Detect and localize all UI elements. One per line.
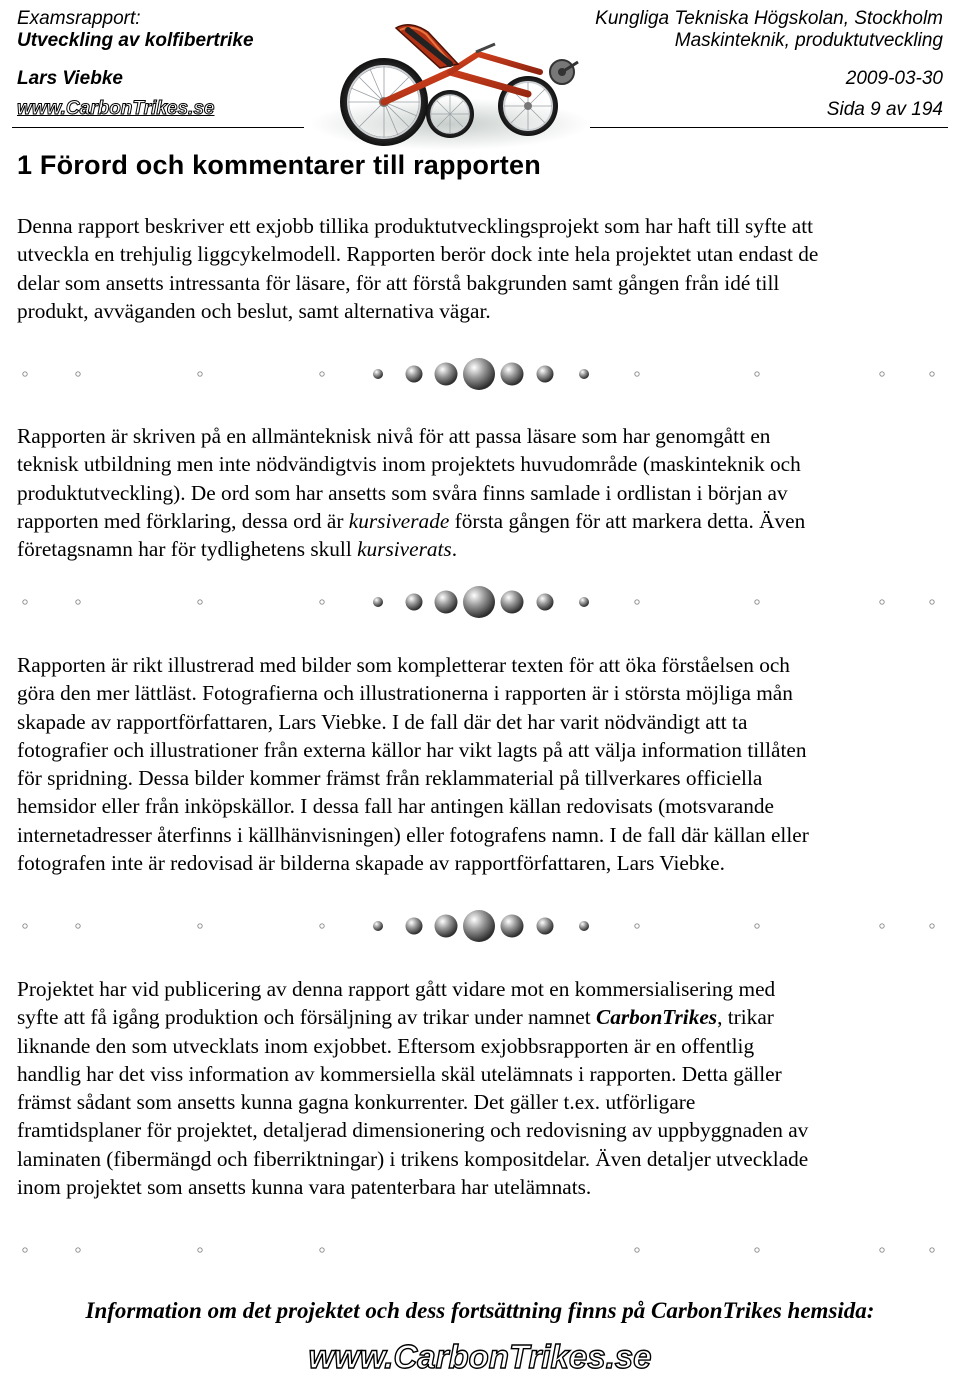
pearl	[463, 586, 495, 618]
small-dot	[320, 924, 324, 928]
italic-term: kursiverade	[348, 508, 450, 533]
italic-term: kursiverats	[357, 537, 452, 562]
text-line: laminaten (fibermängd och fiberriktningar) i trikens kompositdelar. Även detaljer utvecklade	[17, 1146, 809, 1171]
paragraph-commercialization	[17, 975, 947, 1201]
text-line: göra den mer lättläst. Fotografierna och illustrationerna i rapporten är i största möjliga mån	[17, 681, 793, 706]
report-title: Utveckling av kolfibertrike	[17, 30, 254, 51]
small-dot	[755, 1248, 759, 1252]
footer-website-link[interactable]: www.CarbonTrikes.se	[308, 1338, 652, 1375]
text-line: hemsidor eller från inköpskällor. I dessa fall har antingen källan redovisats (motsvarande	[17, 794, 774, 819]
dot-divider-icon	[0, 1230, 960, 1270]
institution-name: Kungliga Tekniska Högskolan, Stockholm	[595, 8, 943, 29]
pearl	[579, 597, 589, 607]
paragraph-illustrations	[17, 651, 947, 877]
small-dot	[23, 924, 27, 928]
page-number: Sida 9 av 194	[826, 99, 943, 120]
small-dot	[320, 600, 324, 604]
trike-photo	[300, 2, 590, 152]
text-line	[17, 507, 947, 535]
text-line: för spridning. Dessa bilder kommer främst från reklammaterial på tillverkares officiella	[17, 766, 763, 791]
text-line: Projektet har vid publicering av denna rapport gått vidare mot en kommersialisering med	[17, 977, 776, 1001]
text-line: handlig har det viss information av kommersiella skäl utelämnats i rapporten. Detta gäller	[17, 1061, 782, 1086]
text-segment: rapporten med förklaring, dessa ord är	[17, 508, 349, 533]
pearl-divider-icon	[0, 906, 960, 946]
text-segment: företagsnamn har för tydlighetens skull	[17, 537, 358, 562]
text-line: utveckla en trehjulig liggcykelmodell. Rapporten berör dock inte hela projektet utan endast de	[17, 242, 819, 267]
small-dot	[23, 600, 27, 604]
company-name: CarbonTrikes	[596, 1005, 718, 1030]
text-line: Denna rapport beskriver ett exjobb tillika produktutvecklingsprojekt som har haft till syfte att	[17, 214, 814, 238]
text-line: delar som ansetts intressanta för läsare, för att förstå bakgrunden samt gången från idé till	[17, 270, 780, 295]
text-line: internetadresser återfinns i källhänvisningen) eller fotografens namn. I de fall där källan eller	[17, 822, 809, 847]
text-line	[17, 535, 947, 563]
small-dot	[635, 1248, 639, 1252]
text-line: inom projektet som ansetts kunna vara patenterbara har utelämnats.	[17, 1175, 592, 1200]
report-date: 2009-03-30	[845, 68, 943, 89]
footer-note: Information om det projektet och dess fortsättning finns på CarbonTrikes hemsida:	[85, 1298, 875, 1323]
small-dot	[320, 372, 324, 376]
small-dot	[880, 924, 884, 928]
text-line: främst sådant som ansetts kunna gagna konkurrenter. Det gäller t.ex. utförligare	[17, 1090, 696, 1115]
pearl	[501, 363, 524, 386]
small-dot	[76, 1248, 80, 1252]
text-line: produkt, avväganden och beslut, samt alternativa vägar.	[17, 298, 491, 323]
text-line: teknisk utbildning men inte nödvändigtvis inom projektets huvudområde (maskinteknik och	[17, 452, 801, 477]
section-heading: 1 Förord och kommentarer till rapporten	[17, 150, 541, 180]
text-line: framtidsplaner för projektet, detaljerad dimensionering och redovisning av uppbyggnaden av	[17, 1118, 809, 1143]
pearl	[406, 366, 423, 383]
pearl	[501, 915, 524, 938]
small-dot	[23, 1248, 27, 1252]
author-name: Lars Viebke	[17, 68, 123, 89]
pearl	[537, 918, 554, 935]
small-dot	[930, 924, 934, 928]
small-dot	[930, 372, 934, 376]
small-dot	[320, 1248, 324, 1252]
small-dot	[23, 372, 27, 376]
pearl	[579, 369, 589, 379]
small-dot	[755, 924, 759, 928]
header-rule-right	[590, 127, 948, 128]
small-dot	[635, 372, 639, 376]
text-segment: , trikar	[717, 1005, 774, 1030]
text-line	[17, 1003, 947, 1031]
small-dot	[880, 600, 884, 604]
pearl	[406, 918, 423, 935]
small-dot	[755, 600, 759, 604]
small-dot	[930, 600, 934, 604]
pearl	[406, 594, 423, 611]
pearl	[579, 921, 589, 931]
pearl	[463, 910, 495, 942]
text-segment: första gången för att markera detta. Även	[449, 508, 806, 533]
text-line: Rapporten är skriven på en allmänteknisk nivå för att passa läsare som har genomgått en	[17, 424, 771, 448]
report-type-label: Examsrapport:	[17, 8, 141, 29]
text-line: fotografen inte är redovisad är bilderna skapade av rapportförfattaren, Lars Viebke.	[17, 851, 725, 876]
text-segment: .	[451, 537, 458, 562]
small-dot	[76, 600, 80, 604]
paragraph-intro	[17, 212, 947, 325]
small-dot	[930, 1248, 934, 1252]
small-dot	[755, 372, 759, 376]
text-segment: syfte att få igång produktion och försäljning av trikar under namnet	[17, 1005, 596, 1030]
text-line: skapade av rapportförfattaren, Lars Viebke. I de fall där det har varit nödvändigt att ta	[17, 709, 748, 734]
pearl	[373, 597, 383, 607]
small-dot	[76, 924, 80, 928]
small-dot	[198, 924, 202, 928]
text-line: Rapporten är rikt illustrerad med bilder som kompletterar texten för att öka förståelsen och	[17, 653, 790, 677]
small-dot	[880, 372, 884, 376]
department-name: Maskinteknik, produktutveckling	[674, 30, 943, 51]
pearl	[537, 594, 554, 611]
small-dot	[198, 372, 202, 376]
pearl	[435, 591, 458, 614]
pearl	[537, 366, 554, 383]
small-dot	[198, 1248, 202, 1252]
small-dot	[198, 600, 202, 604]
text-line: produktutveckling). De ord som har ansetts som svåra finns samlade i ordlistan i början av	[17, 480, 788, 505]
small-dot	[635, 924, 639, 928]
small-dot	[76, 372, 80, 376]
text-line: liknande den som utvecklats inom exjobbet. Eftersom exjobbsrapporten är en offentlig	[17, 1033, 755, 1058]
pearl	[373, 921, 383, 931]
pearl-divider-icon	[0, 582, 960, 622]
small-dot	[880, 1248, 884, 1252]
header-website-link[interactable]: www.CarbonTrikes.se	[17, 98, 215, 119]
small-dot	[635, 600, 639, 604]
text-line: fotografier och illustrationer från externa källor har vikt lagts på att välja information tillåten	[17, 737, 807, 762]
pearl	[373, 369, 383, 379]
header-rule-left	[12, 127, 304, 128]
pearl	[463, 358, 495, 390]
pearl-divider-icon	[0, 354, 960, 394]
pearl	[435, 915, 458, 938]
pearl	[435, 363, 458, 386]
paragraph-level	[17, 422, 947, 563]
pearl	[501, 591, 524, 614]
